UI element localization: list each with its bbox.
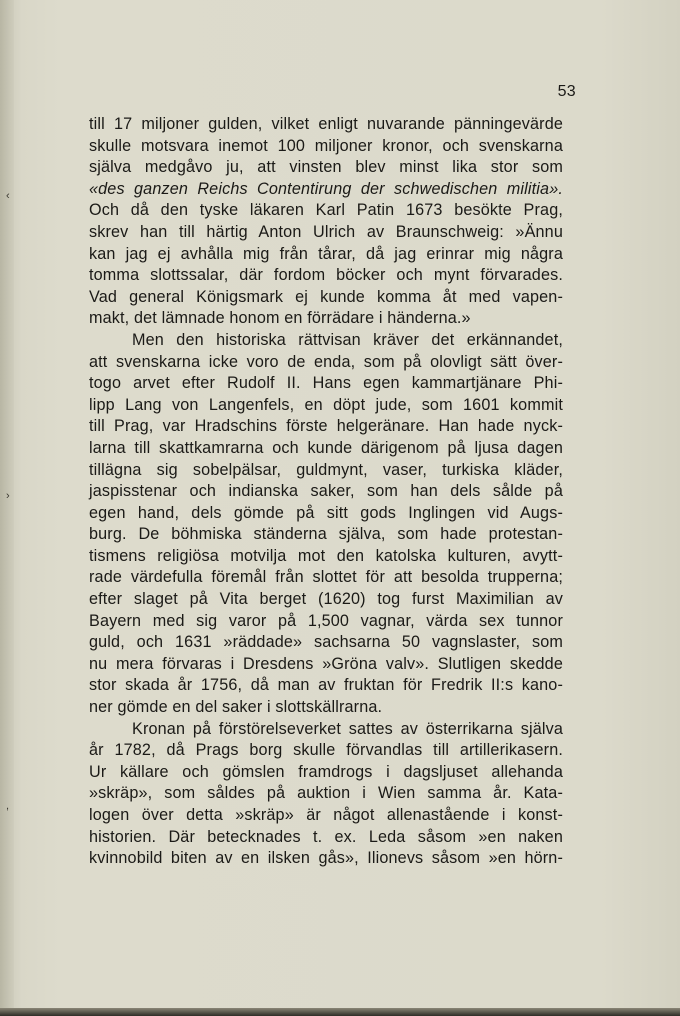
text-line: tillägna sig sobelpälsar, guldmynt, vaser, turkiska kläder, (89, 460, 563, 479)
page-number: 53 (557, 83, 576, 100)
text-line: till Prag, var Hradschins förste helgeränare. Han hade nyck- (89, 417, 563, 436)
text-line: efter slaget på Vita berget (1620) tog furst Maximilian av (89, 590, 563, 609)
text-line: historien. Där betecknades t. ex. Leda såsom »en naken (89, 827, 563, 846)
text-line: att svenskarna icke voro de enda, som på olovligt sätt över- (89, 352, 563, 371)
text-line: guld, och 1631 »räddade» sachsarna 50 vagnslaster, som (89, 633, 563, 652)
margin-mark: , (6, 800, 10, 812)
text-line: till 17 miljoner gulden, vilket enligt nuvarande pänningevärde (89, 115, 563, 133)
text-line: larna till skattkamrarna och kunde därigenom på ljusa dagen (89, 438, 563, 457)
text-line: burg. De böhmiska ständerna själva, som hade protestan- (89, 525, 563, 544)
page-bottom-shadow (0, 1008, 680, 1016)
body-text (89, 114, 563, 870)
text-line: makt, det lämnade honom en förrädare i händerna.» (89, 309, 471, 328)
margin-mark: ‹ (6, 190, 10, 202)
text-line: själva medgåvo ju, att vinsten blev minst lika stor som (89, 158, 563, 177)
text-line: Bayern med sig varor på 1,500 vagnar, värda sex tunnor (89, 611, 563, 630)
text-line: tismens religiösa motvilja mot den katolska kulturen, avytt- (89, 546, 563, 565)
text-line: jaspisstenar och indianska saker, som han dels sålde på (89, 482, 563, 501)
text-line: ner gömde en del saker i slottskällrarna. (89, 698, 383, 717)
text-line: «des ganzen Reichs Contentirung der schwedischen militia». (89, 179, 563, 198)
text-line: skulle motsvara inemot 100 miljoner kronor, och svenskarna (89, 136, 563, 155)
text-line: Och då den tyske läkaren Karl Patin 1673 besökte Prag, (89, 201, 563, 220)
text-line: skrev han till härtig Anton Ulrich av Braunschweig: »Ännu (89, 222, 563, 241)
text-line: togo arvet efter Rudolf II. Hans egen kammartjänare Phi- (89, 374, 563, 393)
text-line: kvinnobild biten av en ilsken gås», Ilionevs såsom »en hörn- (89, 849, 563, 868)
text-line: »skräp», som såldes på auktion i Wien samma år. Kata- (89, 784, 563, 803)
text-line: stor skada år 1756, då man av fruktan för Fredrik II:s kano- (89, 676, 563, 695)
text-line: egen hand, dels gömde på sitt gods Inglingen vid Augs- (89, 503, 563, 522)
text-line: tomma slottssalar, där fordom böcker och mynt förvarades. (89, 266, 563, 285)
margin-mark: › (6, 490, 10, 502)
text-line: rade värdefulla föremål från slottet för att besolda trupperna; (89, 568, 563, 587)
text-line: nu mera förvaras i Dresdens »Gröna valv». Slutligen skedde (89, 654, 563, 673)
text-line: Vad general Königsmark ej kunde komma åt med vapen- (89, 287, 563, 306)
text-line: Ur källare och gömslen framdrogs i dagsljuset allehanda (89, 762, 563, 781)
page-binding-edge (0, 0, 14, 1016)
text-line: kan jag ej avhålla mig från tårar, då jag erinrar mig några (89, 244, 563, 263)
text-line: år 1782, då Prags borg skulle förvandlas till artillerikasern. (89, 741, 563, 760)
text-line: logen över detta »skräp» är något allenastående i konst- (89, 806, 563, 824)
text-line: Kronan på förstörelseverket sattes av österrikarna själva (132, 719, 563, 738)
text-line: lipp Lang von Langenfels, en döpt jude, som 1601 kommit (89, 395, 563, 414)
text-line: Men den historiska rättvisan kräver det erkännandet, (132, 330, 563, 349)
